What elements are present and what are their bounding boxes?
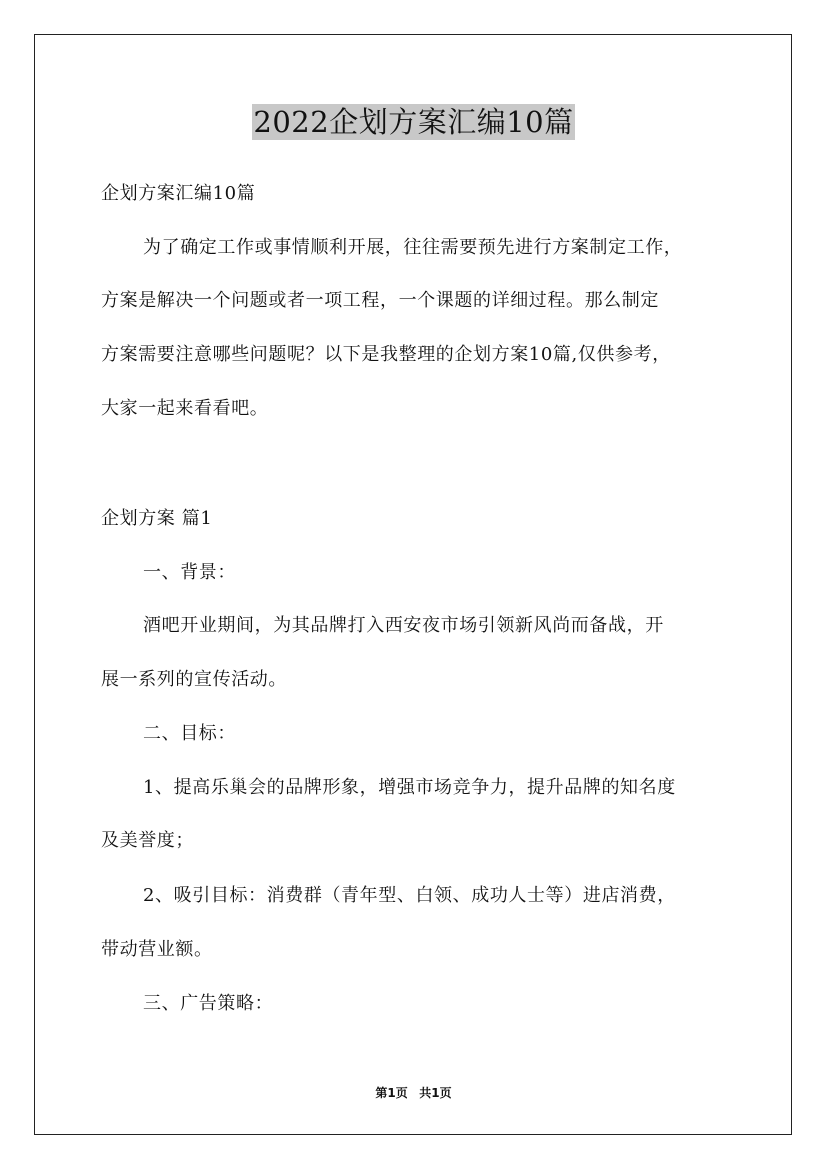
intro-line: 为了确定工作或事情顺利开展，往往需要预先进行方案制定工作， [143, 237, 683, 258]
body-line: 酒吧开业期间，为其品牌打入西安夜市场引领新风尚而备战，开 [143, 615, 664, 636]
body-line: 二、目标： [143, 723, 236, 744]
section-heading: 企划方案 篇1 [101, 508, 213, 529]
intro-line: 方案需要注意哪些问题呢？以下是我整理的企划方案10篇,仅供参考， [101, 344, 671, 365]
intro-line: 大家一起来看看吧。 [101, 398, 269, 419]
page-total: 共1页 [419, 1086, 452, 1100]
intro-line: 方案是解决一个问题或者一项工程，一个课题的详细过程。那么制定 [101, 290, 659, 311]
page-number: 第1页 [375, 1086, 408, 1100]
page-footer [0, 1085, 827, 1101]
body-line: 展一系列的宣传活动。 [101, 669, 287, 690]
body-line: 及美誉度； [101, 830, 194, 851]
document-title: 2022企划方案汇编10篇 [253, 105, 574, 139]
body-line: 一、背景： [143, 562, 236, 583]
body-line: 带动营业额。 [101, 939, 213, 960]
body-line: 1、提高乐巢会的品牌形象，增强市场竞争力，提升品牌的知名度 [143, 777, 676, 798]
body-line: 2、吸引目标：消费群（青年型、白领、成功人士等）进店消费， [143, 885, 676, 906]
document-subtitle: 企划方案汇编10篇 [101, 183, 256, 204]
title-container [0, 104, 827, 140]
body-line: 三、广告策略： [143, 993, 274, 1014]
